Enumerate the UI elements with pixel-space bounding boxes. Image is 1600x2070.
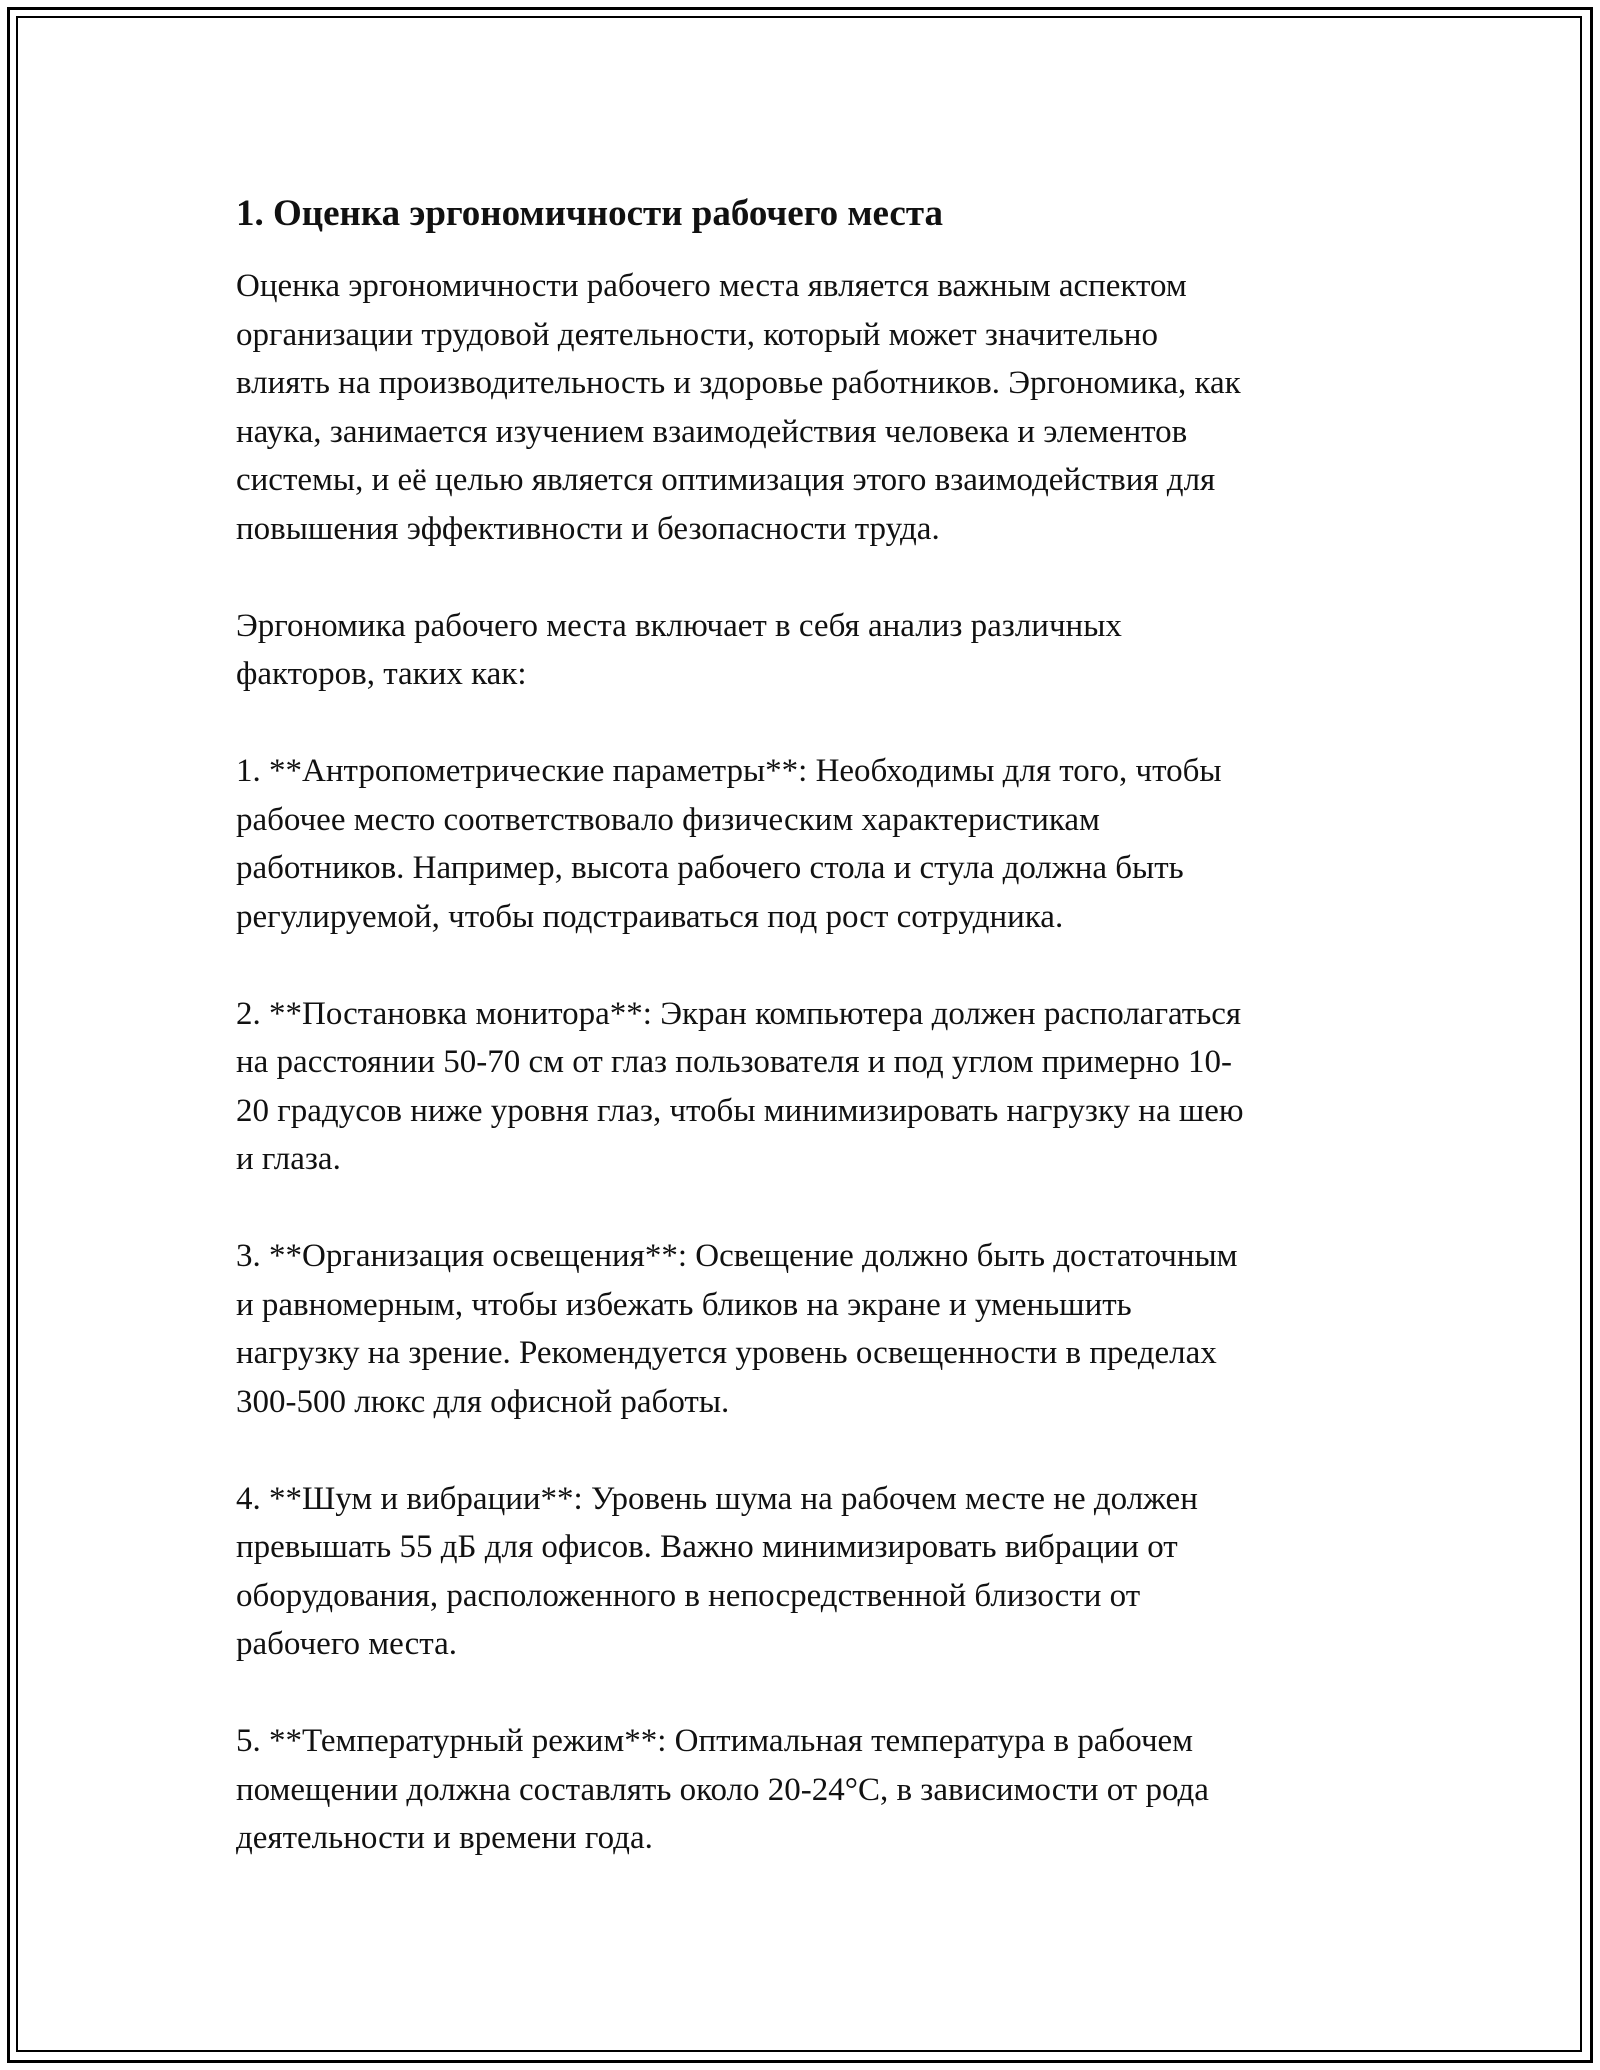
list-item-temperature: 5. **Температурный режим**: Оптимальная температура в рабочем помещении должна составлять около 20-24°C, в зависимости от рода деятельности и времени года. (236, 1723, 1209, 1856)
section-title: 1. Оценка эргономичности рабочего места (236, 193, 943, 234)
list-item-monitor: 2. **Постановка монитора**: Экран компьютера должен располагаться на расстоянии 50-70 см от глаз пользователя и под углом примерно 10- 20 градусов ниже уровня глаз, чтобы минимизировать нагрузку на шею и глаза. (236, 995, 1244, 1177)
list-item-lighting: 3. **Организация освещения**: Освещение должно быть достаточным и равномерным, чтобы избежать бликов на экране и уменьшить нагрузку на зрение. Рекомендуется уровень освещенности в пределах 300-500 люкс для офисной работы. (236, 1238, 1238, 1420)
list-item-noise: 4. **Шум и вибрации**: Уровень шума на рабочем месте не должен превышать 55 дБ для офисов. Важно минимизировать вибрации от оборудования, расположенного в непосредственной близости от рабочего места. (236, 1480, 1198, 1662)
document-body (236, 184, 1366, 1863)
paragraph-factors-lead: Эргономика рабочего места включает в себя анализ различных факторов, таких как: (236, 607, 1122, 692)
list-item-anthropometric: 1. **Антропометрические параметры**: Необходимы для того, чтобы рабочее место соответствовало физическим характеристикам работников. Например, высота рабочего стола и стула должна быть регулируемой, чтобы подстраиваться под рост сотрудника. (236, 753, 1222, 935)
paragraph-intro: Оценка эргономичности рабочего места является важным аспектом организации трудовой деятельности, который может значительно влиять на производительность и здоровье работников. Эргономика, как наука, занимается изучением взаимодействия человека и элементов системы, и её целью является оптимизация этого взаимодействия для повышения эффективности и безопасности труда. (236, 268, 1241, 547)
